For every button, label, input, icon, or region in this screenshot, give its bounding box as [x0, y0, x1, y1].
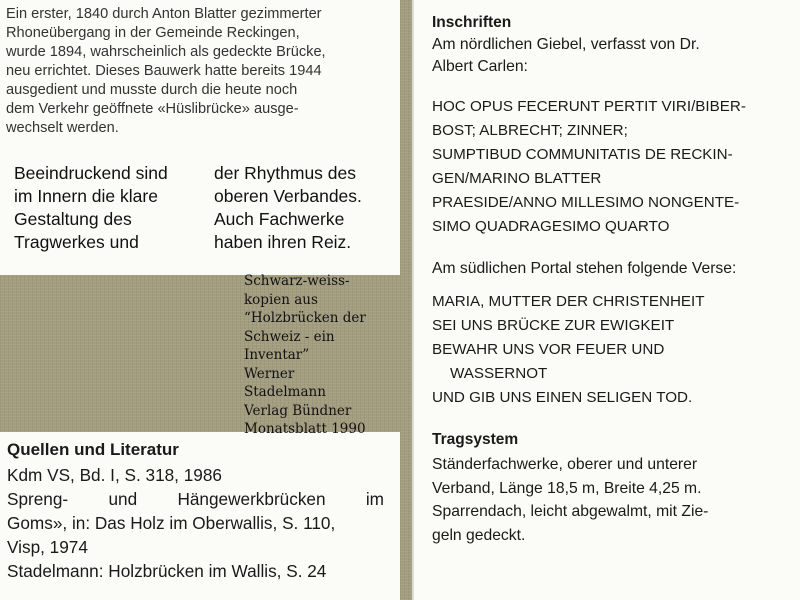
literature-line: Spreng- und Hängewerkbrücken im: [7, 489, 384, 509]
literature-line: Kdm VS, Bd. I, S. 318, 1986: [7, 465, 222, 485]
literature-heading: Quellen und Literatur: [7, 440, 179, 459]
verse-inscription: [432, 290, 800, 410]
intro-line: wechselt werden.: [6, 120, 119, 136]
inscriptions-panel: [412, 0, 800, 600]
tragsystem-text: [432, 453, 800, 547]
literature-line: Visp, 1974: [7, 537, 88, 557]
text-line: Ständerfachwerke, oberer und unterer: [432, 456, 698, 473]
literature-list: [7, 463, 400, 583]
literature-panel: [0, 432, 400, 600]
text-line: SUMPTIBUD COMMUNITATIS DE RECKIN-: [432, 146, 733, 163]
caption-text-line: “Holzbrücken der: [244, 310, 366, 326]
latin-inscription: [432, 95, 800, 239]
caption-line: Tragwerkes und: [14, 232, 139, 252]
intro-panel: [0, 0, 400, 275]
intro-line: ausgedient und musste durch die heute noch: [6, 82, 298, 98]
caption-column-right: [214, 162, 362, 254]
caption-text-line: Stadelmann: [244, 384, 326, 400]
text-line: BOST; ALBRECHT; ZINNER;: [432, 122, 628, 139]
text-line: UND GIB UNS EINEN SELIGEN TOD.: [432, 389, 693, 406]
caption-line: der Rhythmus des: [214, 163, 357, 183]
text-line: Sparrendach, leicht abgewalmt, mit Zie-: [432, 503, 709, 520]
text-line: Am nördlichen Giebel, verfasst von Dr.: [432, 36, 700, 53]
caption-column-left: [14, 162, 168, 254]
text-line: SEI UNS BRÜCKE ZUR EWIGKEIT: [432, 317, 675, 334]
text-line: Albert Carlen:: [432, 58, 528, 75]
intro-line: Ein erster, 1840 durch Anton Blatter gezimmerter: [6, 6, 322, 22]
intro-line: neu errichtet. Dieses Bauwerk hatte bereits 1944: [6, 63, 322, 79]
north-gable-text: [432, 34, 800, 78]
literature-line: Goms», in: Das Holz im Oberwallis, S. 110,: [7, 513, 336, 533]
intro-line: dem Verkehr geöffnete «Hüslibrücke» ausge-: [6, 101, 299, 117]
text-line: Verband, Länge 18,5 m, Breite 4,25 m.: [432, 479, 702, 497]
caption-line: haben ihren Reiz.: [214, 232, 352, 252]
south-portal-intro: Am südlichen Portal stehen folgende Verse:: [432, 260, 737, 277]
text-line: PRAESIDE/ANNO MILLESIMO NONGENTE-: [432, 194, 740, 211]
text-line: WASSERNOT: [450, 365, 548, 382]
text-line: GEN/MARINO BLATTER: [432, 170, 602, 187]
caption-line: Beeindruckend sind: [14, 163, 168, 183]
caption-text-line: kopien aus: [244, 291, 318, 308]
caption-text-line: Inventar”: [244, 347, 310, 363]
intro-paragraph: [6, 5, 400, 138]
caption-text-line: Verlag Bündner: [244, 402, 352, 419]
caption-text-line: Schwarz-weiss-: [244, 273, 350, 289]
text-line: HOC OPUS FECERUNT PERTIT VIRI/BIBER-: [432, 98, 746, 115]
intro-line: wurde 1894, wahrscheinlich als gedeckte Brücke,: [6, 44, 326, 60]
caption-text-line: Monatsblatt 1990: [244, 421, 366, 437]
source-caption: [244, 272, 414, 439]
inschriften-heading: Inschriften: [432, 14, 512, 31]
caption-line: Gestaltung des: [14, 209, 132, 229]
text-line: SIMO QUADRAGESIMO QUARTO: [432, 218, 670, 235]
caption-text-line: Schweiz - ein: [244, 328, 335, 345]
text-line: geln gedeckt.: [432, 526, 526, 544]
tragsystem-heading: Tragsystem: [432, 431, 519, 448]
caption-line: im Innern die klare: [14, 186, 158, 206]
text-line: MARIA, MUTTER DER CHRISTENHEIT: [432, 293, 705, 310]
literature-line: Stadelmann: Holzbrücken im Wallis, S. 24: [7, 561, 327, 581]
caption-text-line: Werner: [244, 365, 295, 382]
caption-line: Auch Fachwerke: [214, 209, 345, 229]
intro-line: Rhoneübergang in der Gemeinde Reckingen,: [6, 25, 300, 41]
caption-line: oberen Verbandes.: [214, 186, 362, 206]
text-line: BEWAHR UNS VOR FEUER UND: [432, 341, 665, 358]
